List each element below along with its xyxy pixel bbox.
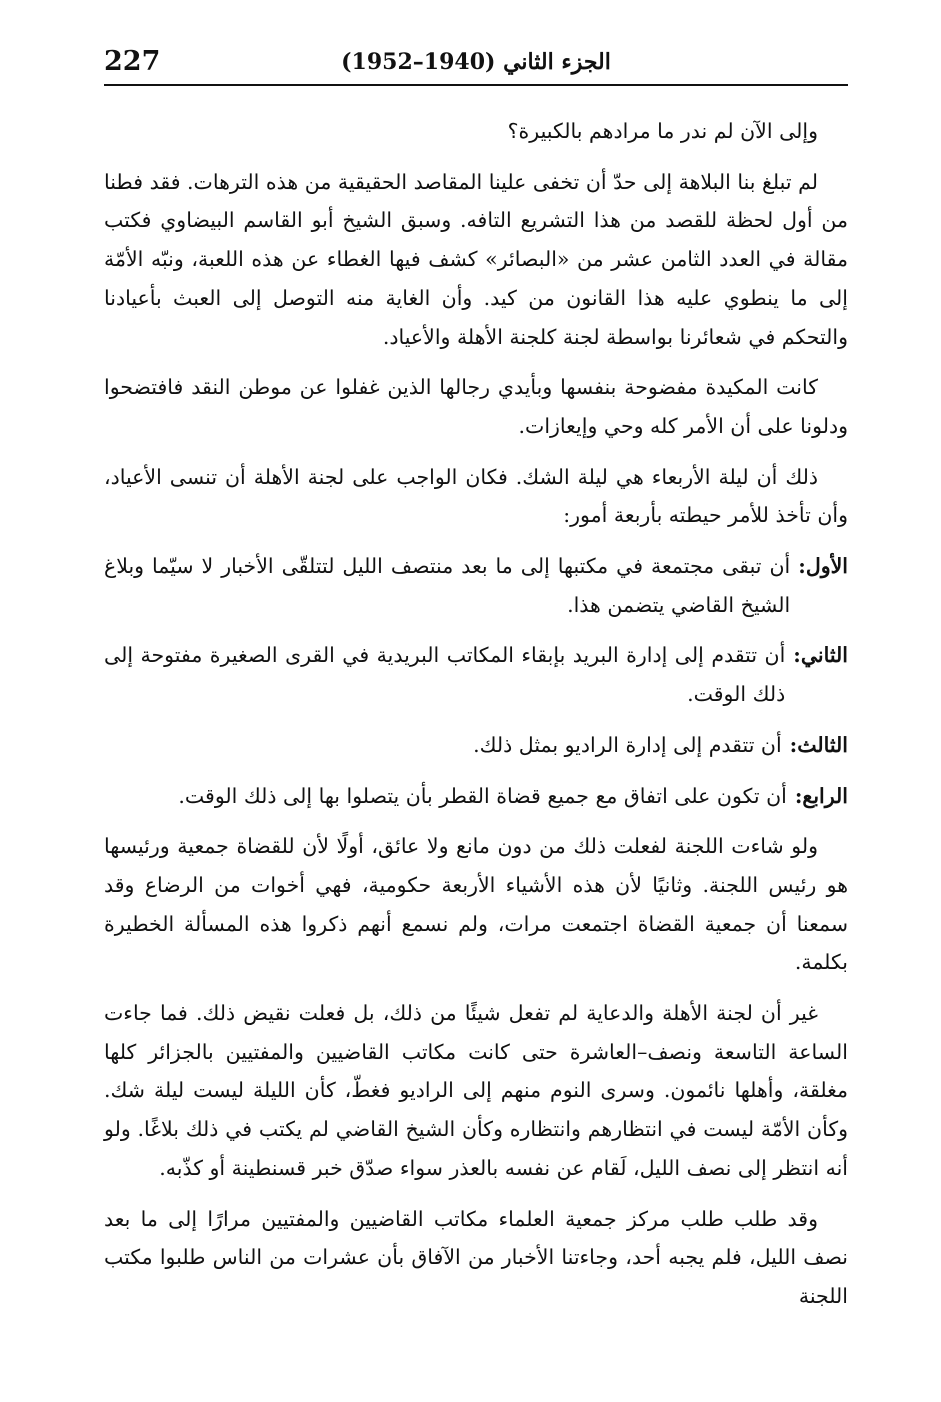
paragraph: ذلك أن ليلة الأربعاء هي ليلة الشك. فكان الواجب على لجنة الأهلة أن تنسى الأعياد، وأن تأخذ للأمر حيطته بأربعة أمور: xyxy=(104,464,848,528)
paragraph: ولو شاءت اللجنة لفعلت ذلك من دون مانع ولا عائق، أولًا لأن للقضاة جمعية ورئيسها هو رئيس اللجنة. وثانيًا لأن هذه الأشياء الأربعة حكومية، فهي أخوات من الرضاع وقد سمعنا أن جمعية القضاة اجتمعت مرات، ولم نسمع أنهم ذكروا هذه المسألة الخطيرة بكلمة. xyxy=(104,834,848,975)
item-label: الأول: xyxy=(798,554,848,579)
item-text: أن تبقى مجتمعة في مكتبها إلى ما بعد منتصف الليل لتتلقّى الأخبار لا سيّما وبلاغ الشيخ القاضي يتضمن هذا. xyxy=(104,554,791,617)
item-text: أن تتقدم إلى إدارة الراديو بمثل ذلك. xyxy=(473,732,782,757)
body-text xyxy=(104,112,848,1316)
page-number: 227 xyxy=(104,46,161,77)
item-label: الرابع: xyxy=(794,783,848,808)
paragraph: غير أن لجنة الأهلة والدعاية لم تفعل شيئًا من ذلك، بل فعلت نقيض ذلك. فما جاءت الساعة التاسعة ونصف–العاشرة حتى كانت مكاتب القاضيين والمفتيين بالجزائر كلها مغلقة، وأهلها نائمون. وسرى النوم منهم إلى الراديو فغطّ، كأن الليلة ليست ليلة شك. وكأن الأمّة ليست في انتظارهم وانتظاره وكأن الشيخ القاضي لم يكتب في ذلك بلاغًا. ولو أنه انتظر إلى نصف الليل، لَقام عن نفسه بالعذر سواء صدّق خبر قسنطينة أو كذّبه. xyxy=(104,1001,848,1180)
page-header xyxy=(104,42,848,86)
item-text: أن تتقدم إلى إدارة البريد بإبقاء المكاتب البريدية في القرى الصغيرة مفتوحة إلى ذلك الوقت. xyxy=(104,643,786,707)
list-item xyxy=(104,726,848,765)
paragraph: كانت المكيدة مفضوحة بنفسها وبأيدي رجالها الذين غفلوا عن موطن النقد فافتضحوا ودلونا على أن الأمر كله وحي وإيعازات. xyxy=(104,375,848,438)
list-item xyxy=(104,547,848,624)
paragraph: وإلى الآن لم ندر ما مرادهم بالكبيرة؟ xyxy=(507,119,818,143)
running-title: الجزء الثاني (1940–1952) xyxy=(341,49,611,75)
paragraph: لم تبلغ بنا البلاهة إلى حدّ أن تخفى علينا المقاصد الحقيقية من هذه الترهات. فقد فطنا من أول لحظة للقصد من هذا التشريع التافه. وسبق الشيخ أبو القاسم البيضاوي فكتب مقالة في العدد الثامن عشر من «البصائر» كشف فيها الغطاء عن هذه اللعبة، ونبّه الأمّة إلى ما ينطوي عليه هذا القانون من كيد. وأن الغاية منه التوصل إلى العبث بأعيادنا والتحكم في شعائرنا بواسطة لجنة كلجنة الأهلة والأعياد. xyxy=(104,169,848,349)
paragraph: وقد طلب طلب مركز جمعية العلماء مكاتب القاضيين والمفتيين مرارًا إلى ما بعد نصف الليل، فلم يجبه أحد، وجاءتنا الأخبار من الآفاق بأن عشرات من الناس طلبوا مكتب اللجنة xyxy=(104,1206,848,1308)
list-item xyxy=(104,777,848,816)
item-label: الثاني: xyxy=(793,643,848,668)
item-text: أن تكون على اتفاق مع جميع قضاة القطر بأن يتصلوا بها إلى ذلك الوقت. xyxy=(178,783,787,808)
list-item xyxy=(104,636,848,713)
item-label: الثالث: xyxy=(789,732,848,757)
